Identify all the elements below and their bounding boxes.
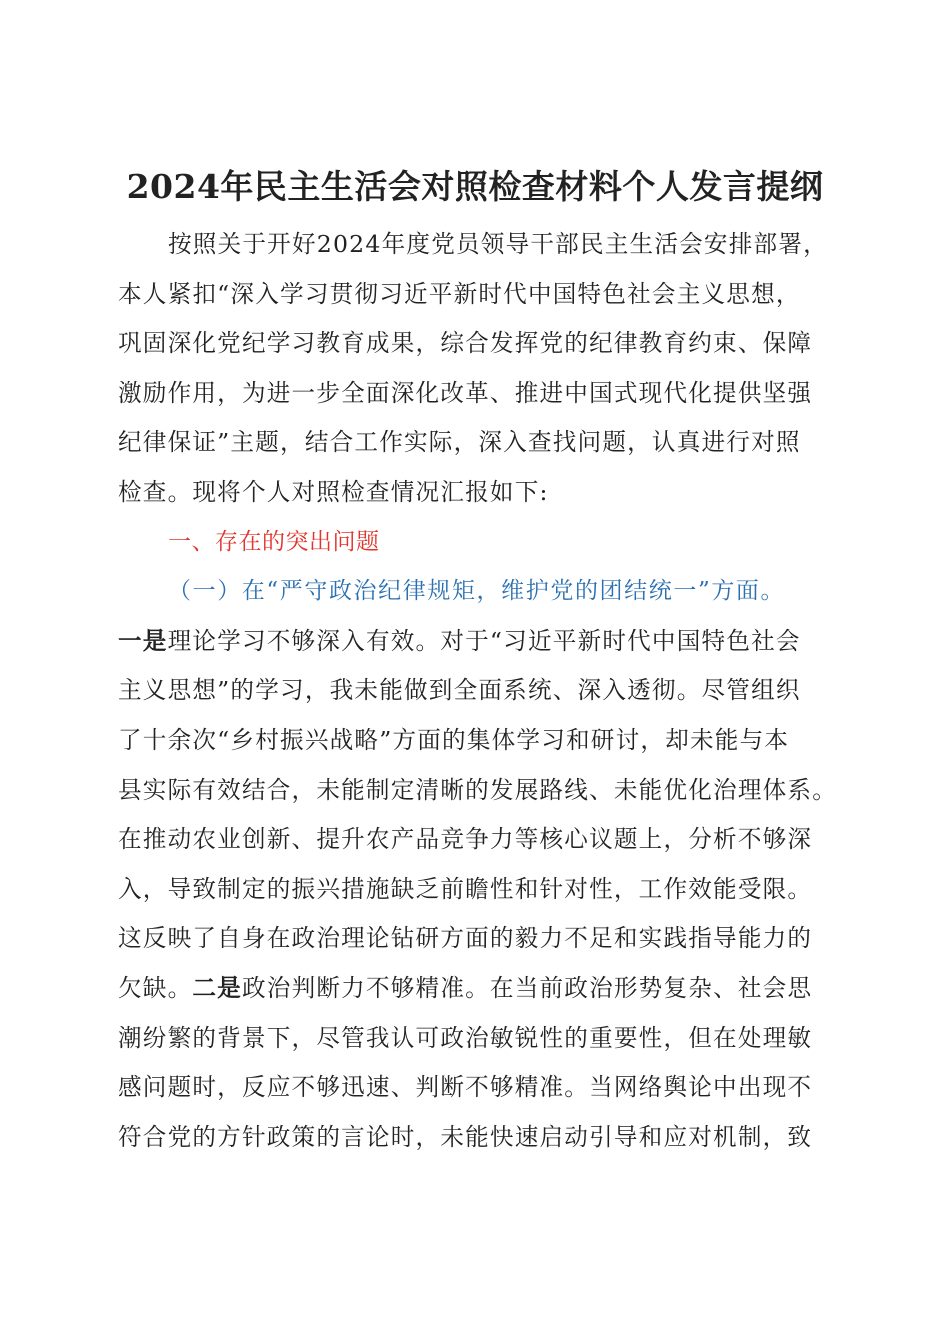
point2-line: 符合党的方针政策的言论时，未能快速启动引导和应对机制，致	[118, 1122, 813, 1151]
point2-line: 感问题时，反应不够迅速、判断不够精准。当网络舆论中出现不	[118, 1073, 813, 1102]
point1-line: 了十余次“乡村振兴战略”方面的集体学习和研讨，却未能与本	[118, 725, 790, 754]
section-heading: 一、存在的突出问题	[168, 528, 380, 555]
point1-first-line	[118, 617, 836, 667]
point2-first-text: 政治判断力不够精准。在当前政治形势复杂、社会思	[241, 973, 813, 1002]
point2-prefix: 欠缺。	[118, 973, 193, 1002]
intro-line: 本人紧扣“深入学习贯彻习近平新时代中国特色社会主义思想，	[118, 279, 801, 308]
document-title: 2024年民主生活会对照检查材料个人发言提纲	[126, 167, 824, 206]
point1-line: 入，导致制定的振兴措施缺乏前瞻性和针对性，工作效能受限。	[118, 874, 813, 903]
intro-line: 激励作用，为进一步全面深化改革、推进中国式现代化提供坚强	[118, 378, 813, 407]
point2-line: 潮纷繁的背景下，尽管我认可政治敏锐性的重要性，但在处理敏	[118, 1023, 813, 1052]
point1-line: 在推动农业创新、提升农产品竞争力等核心议题上，分析不够深	[118, 825, 813, 854]
subsection-heading: （一）在“严守政治纪律规矩，维护党的团结统一”方面。	[168, 578, 786, 605]
point1-line: 这反映了自身在政治理论钻研方面的毅力不足和实践指导能力的	[118, 924, 813, 953]
intro-line: 检查。现将个人对照检查情况汇报如下:	[118, 477, 549, 506]
document-body	[118, 220, 836, 1162]
intro-line: 按照关于开好2024年度党员领导干部民主生活会安排部署，	[168, 230, 828, 258]
intro-line: 巩固深化党纪学习教育成果，综合发挥党的纪律教育约束、保障	[118, 329, 813, 358]
point1-line: 县实际有效结合，未能制定清晰的发展路线、未能优化治理体系。	[118, 775, 838, 804]
point1-line: 主义思想”的学习，我未能做到全面系统、深入透彻。尽管组织	[118, 676, 801, 705]
point2-lead: 二是	[192, 973, 242, 1002]
intro-line: 纪律保证”主题，结合工作实际，深入查找问题，认真进行对照	[118, 428, 801, 457]
point1-lead: 一是	[118, 626, 168, 655]
point1-first-text: 理论学习不够深入有效。对于“习近平新时代中国特色社会	[167, 626, 801, 655]
point2-first-line	[118, 964, 836, 1014]
